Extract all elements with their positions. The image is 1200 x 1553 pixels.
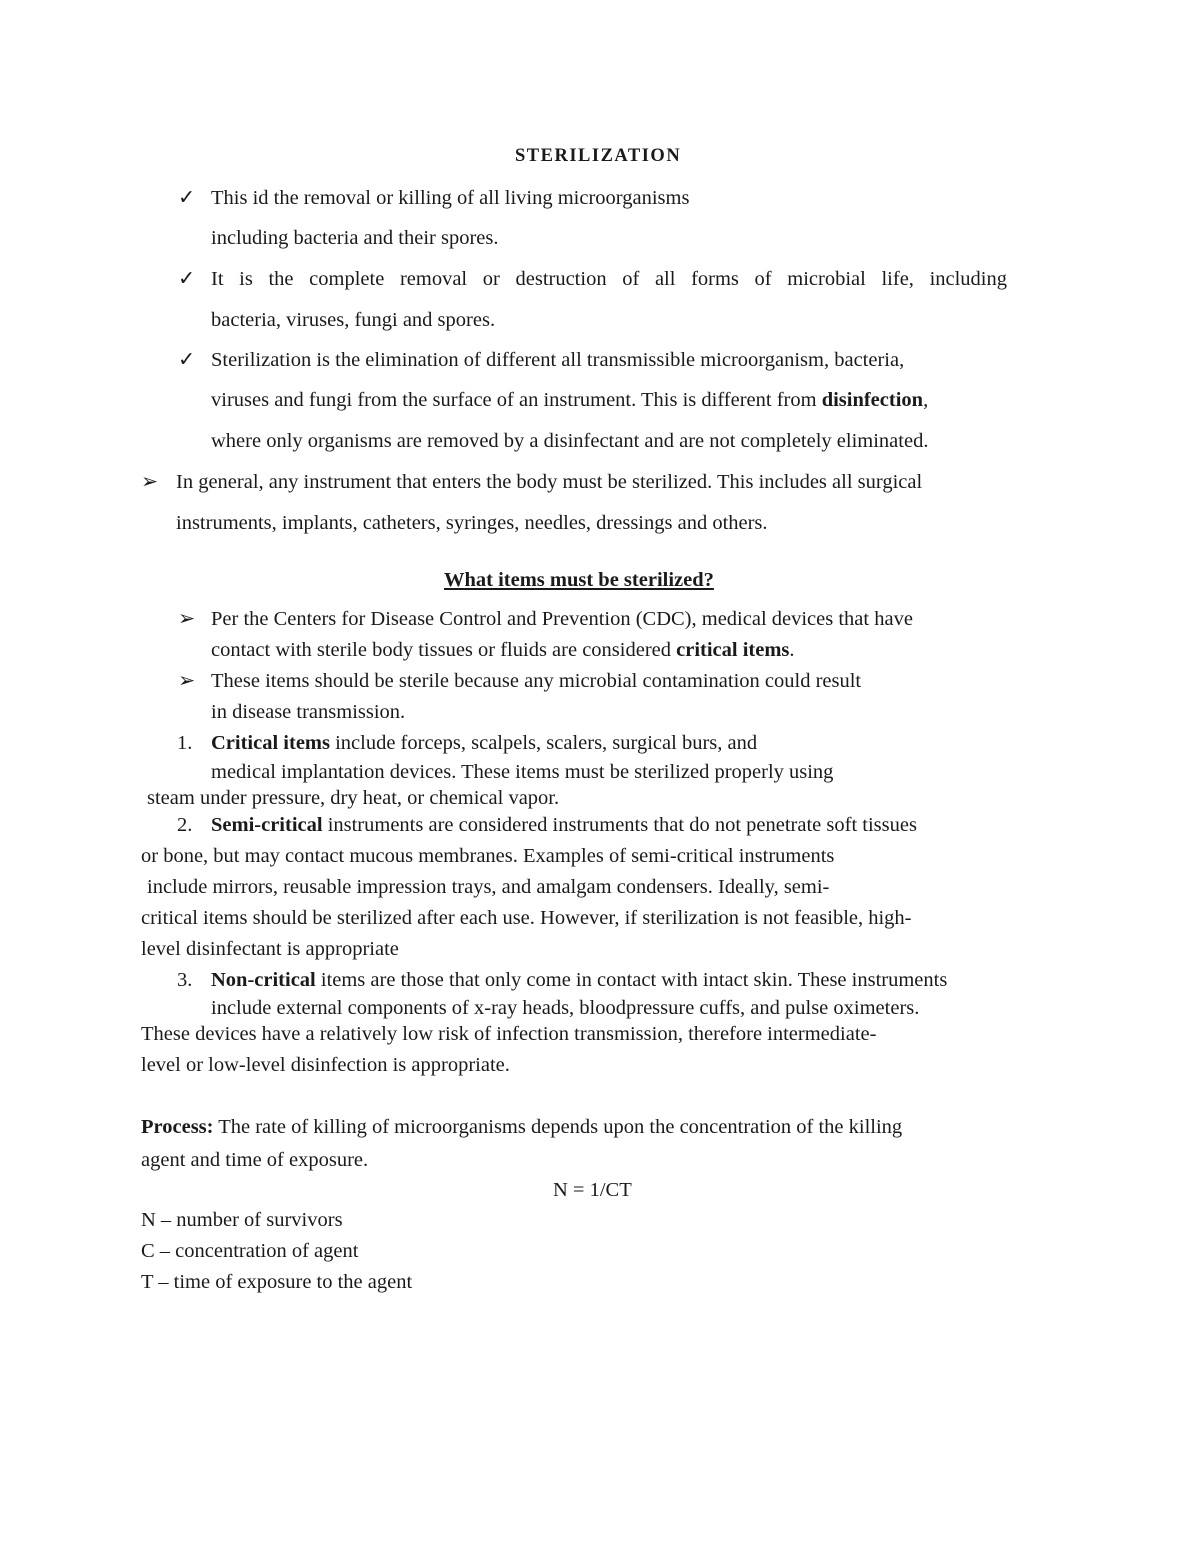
definition-2-line-2: bacteria, viruses, fungi and spores.: [211, 309, 496, 331]
cdc-1-text: contact with sterile body tissues or fluids are considered: [211, 639, 677, 661]
cdc-1-line-2: [211, 637, 795, 663]
process-line-1: [141, 1114, 902, 1140]
item-3-number: 3.: [177, 969, 193, 991]
item-2-text: instruments are considered instruments that do not penetrate soft tissues: [322, 814, 917, 836]
general-line-2: instruments, implants, catheters, syringes, needles, dressings and others.: [176, 512, 768, 534]
item-2-number: 2.: [177, 814, 193, 836]
item-2-line-2: or bone, but may contact mucous membranes. Examples of semi-critical instruments: [141, 845, 835, 867]
cdc-1-line-1: Per the Centers for Disease Control and Prevention (CDC), medical devices that have: [211, 608, 913, 630]
cdc-1-period: .: [789, 639, 795, 661]
disinfection-term: disinfection: [821, 389, 924, 411]
definition-3-comma: ,: [923, 389, 929, 411]
definition-3-line-3: where only organisms are removed by a disinfectant and are not completely eliminated.: [211, 430, 929, 452]
legend-n: N – number of survivors: [141, 1209, 343, 1231]
item-1-term: Critical items: [211, 732, 330, 754]
section-heading: What items must be sterilized?: [444, 569, 714, 591]
check-icon: ✓: [178, 187, 196, 209]
definition-1-line-1: This id the removal or killing of all living microorganisms: [211, 187, 690, 209]
item-3-line-1: [211, 967, 947, 993]
item-1-line-2: medical implantation devices. These items must be sterilized properly using: [211, 761, 834, 783]
item-2-line-4: critical items should be sterilized after each use. However, if sterilization is not feasible, high-: [141, 907, 912, 929]
definition-1-line-2: including bacteria and their spores.: [211, 227, 499, 249]
check-icon: ✓: [178, 268, 196, 290]
arrow-bullet-icon: ➢: [178, 670, 196, 692]
process-line-2: agent and time of exposure.: [141, 1149, 369, 1171]
item-2-term: Semi-critical: [211, 814, 323, 836]
arrow-bullet-icon: ➢: [141, 471, 159, 493]
definition-2-line-1: It is the complete removal or destruction of all forms of microbial life, including: [211, 268, 1007, 290]
legend-c: C – concentration of agent: [141, 1240, 359, 1262]
item-2-line-3: include mirrors, reusable impression trays, and amalgam condensers. Ideally, semi-: [147, 876, 830, 898]
arrow-bullet-icon: ➢: [178, 608, 196, 630]
cdc-2-line-2: in disease transmission.: [211, 701, 406, 723]
item-1-number: 1.: [177, 732, 193, 754]
item-3-line-3: These devices have a relatively low risk of infection transmission, therefore intermediate-: [141, 1023, 877, 1045]
item-1-line-3: steam under pressure, dry heat, or chemical vapor.: [147, 787, 560, 809]
critical-items-term: critical items: [676, 639, 790, 661]
definition-3-line-1: Sterilization is the elimination of different all transmissible microorganism, bacteria,: [211, 349, 905, 371]
process-text: The rate of killing of microorganisms depends upon the concentration of the killing: [213, 1116, 903, 1138]
item-3-text: items are those that only come in contact with intact skin. These instruments: [315, 969, 948, 991]
item-1-line-1: [211, 730, 757, 756]
general-line-1: In general, any instrument that enters the body must be sterilized. This includes all surgical: [176, 471, 923, 493]
item-2-line-1: [211, 812, 917, 838]
item-3-line-2: include external components of x-ray heads, bloodpressure cuffs, and pulse oximeters.: [211, 997, 920, 1019]
process-label: Process:: [141, 1116, 214, 1138]
item-3-term: Non-critical: [211, 969, 316, 991]
definition-3-line-2: [211, 387, 928, 413]
item-1-text: include forceps, scalpels, scalers, surgical burs, and: [329, 732, 758, 754]
item-2-line-5: level disinfectant is appropriate: [141, 938, 399, 960]
item-3-line-4: level or low-level disinfection is appropriate.: [141, 1054, 510, 1076]
formula: N = 1/CT: [553, 1179, 632, 1201]
legend-t: T – time of exposure to the agent: [141, 1271, 413, 1293]
page-title: STERILIZATION: [515, 146, 682, 166]
definition-3-text: viruses and fungi from the surface of an instrument. This is different from: [211, 389, 822, 411]
cdc-2-line-1: These items should be sterile because any microbial contamination could result: [211, 670, 862, 692]
check-icon: ✓: [178, 349, 196, 371]
